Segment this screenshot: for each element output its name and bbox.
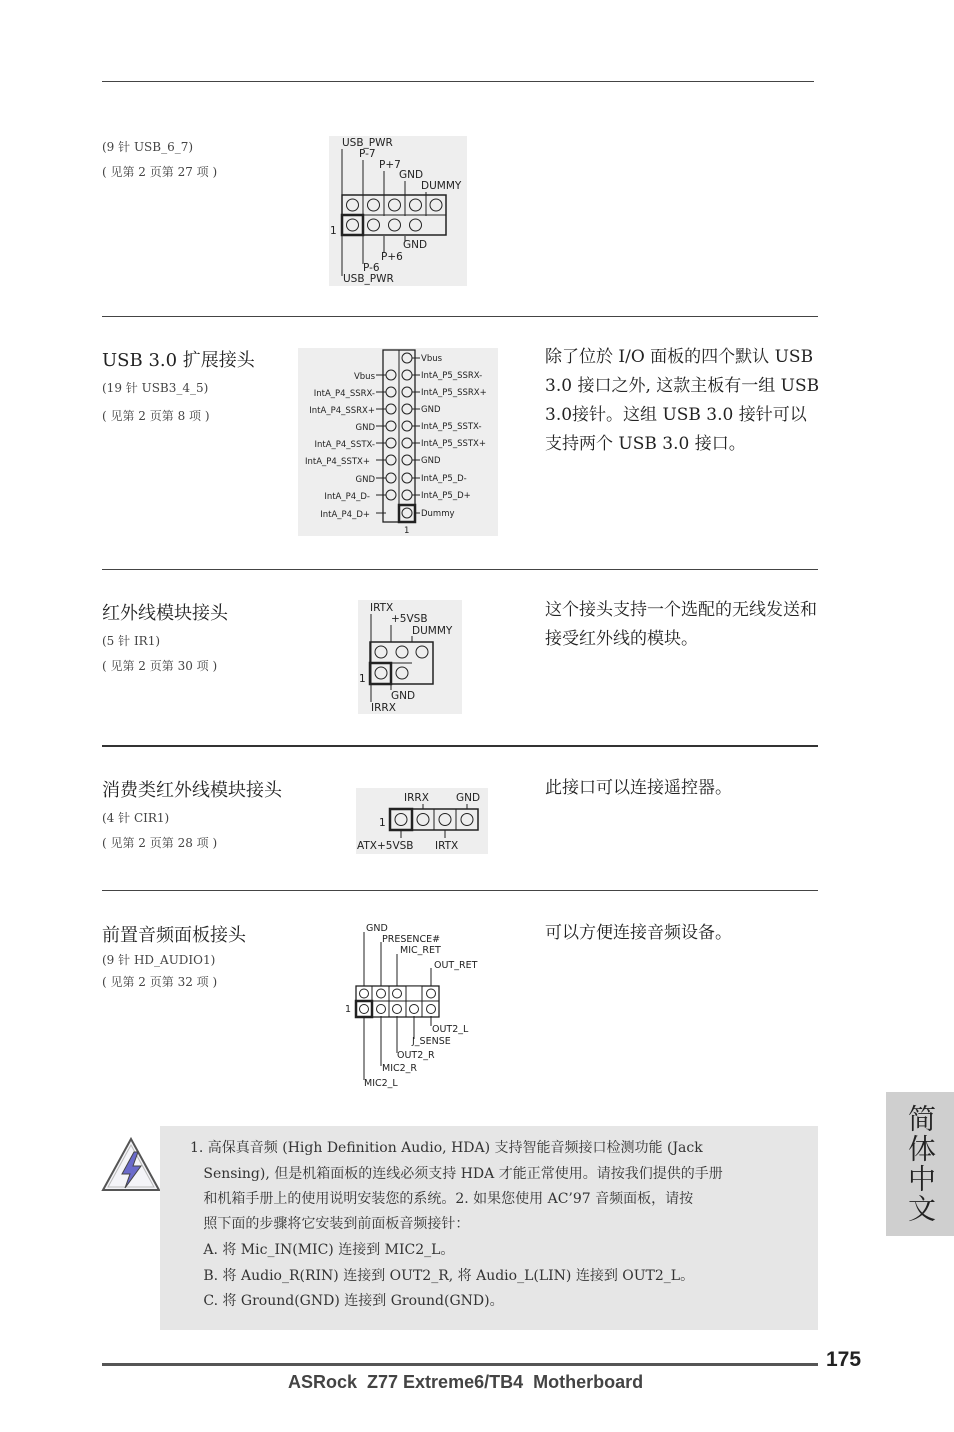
usb3-right-label: Dummy: [421, 509, 455, 519]
usb3-pins: (19 针 USB3_4_5): [102, 381, 209, 395]
cir-pins: (4 针 CIR1): [102, 811, 170, 825]
usb3-left-label: IntA_P4_SSRX+: [309, 406, 375, 416]
usb67-label: GND: [399, 169, 424, 181]
language-tab: [886, 1092, 954, 1236]
ir-ref: ( 见第 2 页第 30 项 ): [102, 659, 218, 673]
usb67-label: P-7: [359, 148, 376, 160]
cir-title: 消费类红外线模块接头: [102, 780, 282, 801]
audio-title: 前置音频面板接头: [102, 925, 246, 946]
usb67-label: DUMMY: [421, 180, 462, 192]
usb3-left-label: IntA_P4_D-: [324, 492, 370, 502]
usb3-right-label: IntA_P5_SSTX+: [421, 439, 487, 449]
page-number: 175: [826, 1348, 862, 1371]
usb3-left-label: IntA_P4_SSRX-: [313, 389, 375, 399]
usb3-left-label: GND: [355, 423, 375, 433]
cir-ref: ( 见第 2 页第 28 项 ): [102, 836, 218, 850]
usb67-label: GND: [403, 239, 428, 251]
cir-label: ATX+5VSB: [357, 840, 414, 852]
usb67-label: P+6: [381, 251, 403, 263]
note-box: [160, 1126, 818, 1330]
section-divider: [102, 569, 818, 570]
note-line: C. 将 Ground(GND) 连接到 Ground(GND)。: [190, 1293, 504, 1309]
ir-diagram: [358, 600, 462, 718]
audio-label: J_SENSE: [412, 1036, 451, 1047]
usb3-right-label: IntA_P5_SSRX-: [421, 371, 483, 381]
ir-description: 这个接头支持一个选配的无线发送和接受红外线的模块。: [545, 600, 817, 649]
audio-label: GND: [366, 923, 388, 934]
audio-diagram: [344, 920, 484, 1094]
cir-label: GND: [456, 792, 481, 804]
note-line: B. 将 Audio_R(RIN) 连接到 OUT2_R, 将 Audio_L(LIN) 连接到 OUT2_L。: [190, 1268, 695, 1284]
usb67-pin1: 1: [330, 225, 337, 237]
ir-pin1: 1: [359, 673, 366, 685]
audio-label: MIC2_L: [364, 1078, 398, 1089]
usb3-right-label: IntA_P5_SSRX+: [421, 388, 487, 398]
cir-diagram: [356, 788, 488, 858]
ir-label: GND: [391, 690, 416, 702]
ir-label: IRTX: [370, 602, 394, 614]
audio-description: 可以方便连接音频设备。: [545, 923, 732, 943]
usb3-left-label: IntA_P4_SSTX+: [304, 457, 370, 467]
language-tab-label: 简体中文: [904, 1104, 937, 1224]
usb3-right-label: GND: [421, 456, 441, 466]
usb67-ref: ( 见第 2 页第 27 项 ): [102, 165, 218, 179]
ir-title: 红外线模块接头: [102, 603, 228, 624]
note-line: 和机箱手册上的使用说明安装您的系统。2. 如果您使用 AC’97 音频面板，请按: [190, 1191, 694, 1207]
note-line: 照下面的步骤将它安装到前面板音频接针：: [190, 1216, 470, 1232]
warning-icon: [100, 1136, 162, 1198]
usb67-diagram: [329, 136, 467, 290]
section-divider: [102, 745, 818, 747]
usb67-label: P-6: [363, 262, 380, 274]
audio-label: OUT2_R: [397, 1050, 435, 1061]
usb67-label: USB_PWR: [343, 273, 394, 285]
audio-pins: (9 针 HD_AUDIO1): [102, 953, 216, 967]
ir-label: DUMMY: [412, 625, 453, 637]
audio-ref: ( 见第 2 页第 32 项 ): [102, 975, 218, 989]
usb3-right-label: GND: [421, 405, 441, 415]
section-divider: [102, 890, 818, 891]
ir-pins: (5 针 IR1): [102, 634, 161, 648]
note-line: 1. 高保真音频 (High Definition Audio, HDA) 支持智能音频接口检测功能 (Jack: [190, 1140, 703, 1156]
ir-label: IRRX: [371, 702, 396, 714]
audio-label: MIC_RET: [400, 945, 441, 956]
audio-pin1: 1: [345, 1004, 352, 1015]
usb3-left-label: Vbus: [353, 372, 375, 382]
footer-rule: [102, 1363, 818, 1366]
usb3-pin1: 1: [404, 526, 410, 536]
usb3-right-label: IntA_P5_SSTX-: [421, 422, 482, 432]
usb3-right-label: Vbus: [421, 354, 443, 364]
usb67-pins: (9 针 USB_6_7): [102, 140, 194, 154]
usb3-right-label: IntA_P5_D+: [421, 491, 471, 501]
audio-label: PRESENCE#: [382, 934, 441, 945]
usb3-left-label: IntA_P4_D+: [320, 510, 370, 520]
cir-description: 此接口可以连接遥控器。: [545, 778, 732, 798]
note-line: Sensing), 但是机箱面板的连线必须支持 HDA 才能正常使用。请按我们提供的手册: [190, 1166, 723, 1182]
usb3-ref: ( 见第 2 页第 8 项 ): [102, 409, 210, 423]
usb3-title: USB 3.0 扩展接头: [102, 350, 255, 371]
top-rule: [102, 81, 814, 82]
usb67-label: P+7: [379, 159, 401, 171]
footer-title: ASRock Z77 Extreme6/TB4 Motherboard: [288, 1372, 644, 1392]
usb3-diagram: [298, 348, 498, 540]
usb3-description: 除了位於 I/O 面板的四个默认 USB 3.0 接口之外, 这款主板有一组 USB 3.0接针。这组 USB 3.0 接针可以支持两个 USB 3.0 接口。: [545, 347, 820, 454]
audio-label: MIC2_R: [382, 1063, 418, 1074]
ir-label: +5VSB: [391, 613, 428, 625]
audio-label: OUT_RET: [434, 960, 478, 971]
usb3-left-label: GND: [355, 475, 375, 485]
usb67-label: USB_PWR: [342, 137, 393, 149]
audio-label: OUT2_L: [432, 1024, 469, 1035]
usb3-left-label: IntA_P4_SSTX-: [314, 440, 375, 450]
cir-pin1: 1: [379, 817, 386, 829]
cir-label: IRRX: [404, 792, 429, 804]
usb3-right-label: IntA_P5_D-: [421, 474, 467, 484]
section-divider: [102, 316, 818, 317]
note-line: A. 将 Mic_IN(MIC) 连接到 MIC2_L。: [190, 1242, 455, 1258]
cir-label: IRTX: [435, 840, 459, 852]
